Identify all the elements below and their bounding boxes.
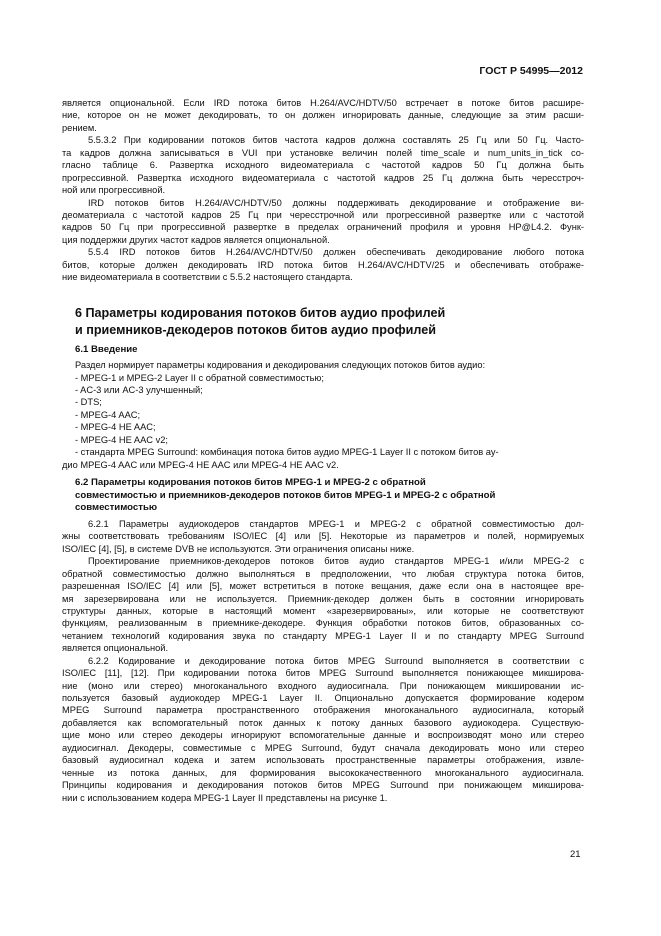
- text-line: дио MPEG-4 AAC или MPEG-4 HE AAC или MPEG-4 HE AAC v2.: [62, 459, 339, 470]
- list-item: - MPEG-1 и MPEG-2 Layer II с обратной совместимостью;: [75, 372, 324, 383]
- text-line: деоматериала с частотой кадров 25 Гц при чересстрочной или прогрессивной развертке или с частотой: [62, 209, 584, 220]
- heading-line: и приемников-декодеров потоков битов аудио профилей: [75, 322, 436, 337]
- text-line: ние видеоматериала в соответствии с 5.5.2 настоящего стандарта.: [62, 272, 353, 283]
- text-line: жны соответствовать требованиям ISO/IEC [4] или [5]. Некоторые из параметров и полей, нормируемых: [62, 531, 584, 542]
- paragraph: [62, 446, 584, 471]
- text-line: Принципы кодирования и декодирования потоков битов MPEG Surround при понижающем микширова-: [62, 780, 584, 791]
- text-line: базовый аудиосигнал кодека и затем использовать пространственные параметры отображения, извле-: [62, 755, 584, 766]
- heading-line: 6.1 Введение: [75, 343, 138, 355]
- paragraph: [62, 134, 584, 196]
- text-line: 6.2.2 Кодирование и декодирование потока битов MPEG Surround выполняется в соответствии с: [88, 655, 584, 666]
- text-line: аудиосигнал. Декодеры, совместимые с MPEG Surround, будут сначала декодировать моно или стерео: [62, 742, 584, 753]
- page-number: 21: [570, 849, 581, 860]
- text-line: MPEG Surround параметра пространственного отображения многоканального аудиосигнала, который: [62, 705, 584, 716]
- text-line: IRD потоков битов H.264/AVC/HDTV/50 должны поддерживать декодирование и отображение ви-: [88, 197, 584, 208]
- text-line: прогрессивной. Развертка исходного видеоматериала с частотой кадров 25 Гц должна быть чересстроч-: [62, 172, 584, 183]
- text-line: пользуется базовый аудиокодер MPEG-1 Layer II. Опционально допускается формирование кодером: [62, 693, 584, 703]
- paragraph: [62, 246, 584, 283]
- text-line: 5.5.4 IRD потоков битов H.264/AVC/HDTV/50 должен обеспечивать декодирование любого потока: [88, 247, 584, 258]
- text-line: Проектирование приемников-декодеров потоков битов аудио стандартов MPEG-1 и/или MPEG-2 с: [88, 556, 584, 567]
- text-line: является опциональной.: [62, 643, 169, 654]
- paragraph: [62, 655, 584, 804]
- text-line: функциям, реализованным в приемнике-декодере. Функция обработки потоков битов, образованных со-: [62, 618, 584, 629]
- text-line: битов, которые должен декодировать IRD потока битов H.264/AVC/HDTV/25 и обеспечивать отображе-: [62, 259, 584, 270]
- list-item: - MPEG-4 HE AAC;: [75, 422, 156, 433]
- text-line: ISO/IEC [11], [12]. При кодировании потока битов MPEG Surround выполняется понижающее микширова-: [62, 668, 584, 679]
- text-line: ченные из потока данных, для формирования высококачественного многоканального аудиосигнала.: [62, 767, 584, 778]
- text-line: ция поддержки других частот кадров является опциональной.: [62, 234, 330, 245]
- paragraph: [62, 197, 584, 247]
- text-line: 5.5.3.2 При кодировании потоков битов частота кадров должна составлять 25 Гц или 50 Гц. Часто-: [88, 135, 584, 146]
- text-line: ние (моно или стерео) многоканального входного аудиосигнала. При понижающем микшировании ис-: [62, 680, 584, 691]
- heading-line: 6.2 Параметры кодирования потоков битов MPEG-1 и MPEG-2 с обратной: [75, 477, 426, 489]
- document-body: [62, 97, 584, 804]
- text-line: ние, которое он не может декодировать, то он должен игнорировать данные, следующие за этим расши-: [62, 110, 584, 121]
- text-line: обратной совместимостью должно выполняться в предположении, что любая структура потока битов,: [62, 568, 584, 579]
- text-line: 6.2.1 Параметры аудиокодеров стандартов MPEG-1 и MPEG-2 с обратной совместимостью дол-: [88, 518, 584, 529]
- subsection-heading: [62, 344, 584, 357]
- text-line: структуры данных, которые в настоящий момент «зарезервированы», или которые не соответствуют: [62, 605, 584, 616]
- text-line: та кадров должна записываться в VUI при установке величин полей time_scale и num_units_in_tick со-: [62, 147, 584, 158]
- heading-line: 6 Параметры кодирования потоков битов аудио профилей: [75, 305, 446, 320]
- text-line: четанием технологий кодирования звука по стандарту MPEG-1 Layer II и по стандарту MPEG Surround: [62, 630, 584, 641]
- list-item: - AC-3 или AC-3 улучшенный;: [75, 385, 203, 396]
- heading-line: совместимостью: [75, 502, 158, 514]
- paragraph: [62, 97, 584, 134]
- list-item: - MPEG-4 HE AAC v2;: [75, 434, 168, 445]
- section-heading: [62, 305, 584, 339]
- text-line: - стандарта MPEG Surround: комбинация потока битов аудио MPEG-1 Layer II с потоком битов ау-: [75, 447, 499, 458]
- list-item: - DTS;: [75, 397, 102, 408]
- text-line: является опциональной. Если IRD потока битов H.264/AVC/HDTV/50 встречает в потоке битов расшире-: [62, 98, 584, 108]
- paragraph: [62, 518, 584, 555]
- paragraph: [62, 555, 584, 655]
- text-line: разрешенная ISO/IEC [4] или [5], может встретиться в потоке вещания, даже если она в настоящее вре-: [62, 581, 584, 592]
- text-line: нии с использованием кодера MPEG-1 Layer II представлены на рисунке 1.: [62, 792, 388, 803]
- paragraph: [62, 359, 584, 371]
- heading-line: совместимостью и приемников-декодеров потоков битов MPEG-1 и MPEG-2 с обратной: [75, 489, 496, 501]
- list-item: - MPEG-4 AAC;: [75, 409, 141, 420]
- text-line: мя зарезервирована или не используется. Приемник-декодер должен быть в состоянии игнорировать: [62, 593, 584, 604]
- text-line: ISO/IEC [4], [5], в системе DVB не используются. Эти ограничения описаны ниже.: [62, 543, 415, 554]
- text-line: щие моно или стерео декодеры игнорируют вспомогательные данные и воспроизводят моно или стерео: [62, 730, 584, 741]
- text-line: Раздел нормирует параметры кодирования и декодирования следующих потоков битов аудио:: [75, 360, 486, 371]
- subsection-heading: [62, 477, 584, 515]
- document-code-header: ГОСТ Р 54995—2012: [479, 65, 583, 77]
- text-line: рением.: [62, 122, 97, 133]
- text-line: гласно таблице 6. Развертка исходного видеоматериала с частотой кадров 50 Гц должна быть: [62, 160, 584, 171]
- text-line: кадров 50 Гц при прогрессивной развертке в пределах ограничений профиля и уровня HP@L4.2. Функ-: [62, 222, 584, 233]
- text-line: добавляется как вспомогательный поток данных к потоку данных базового аудиокодера. Существую-: [62, 717, 584, 728]
- bullet-list: [62, 372, 584, 447]
- text-line: ной или прогрессивной.: [62, 185, 166, 196]
